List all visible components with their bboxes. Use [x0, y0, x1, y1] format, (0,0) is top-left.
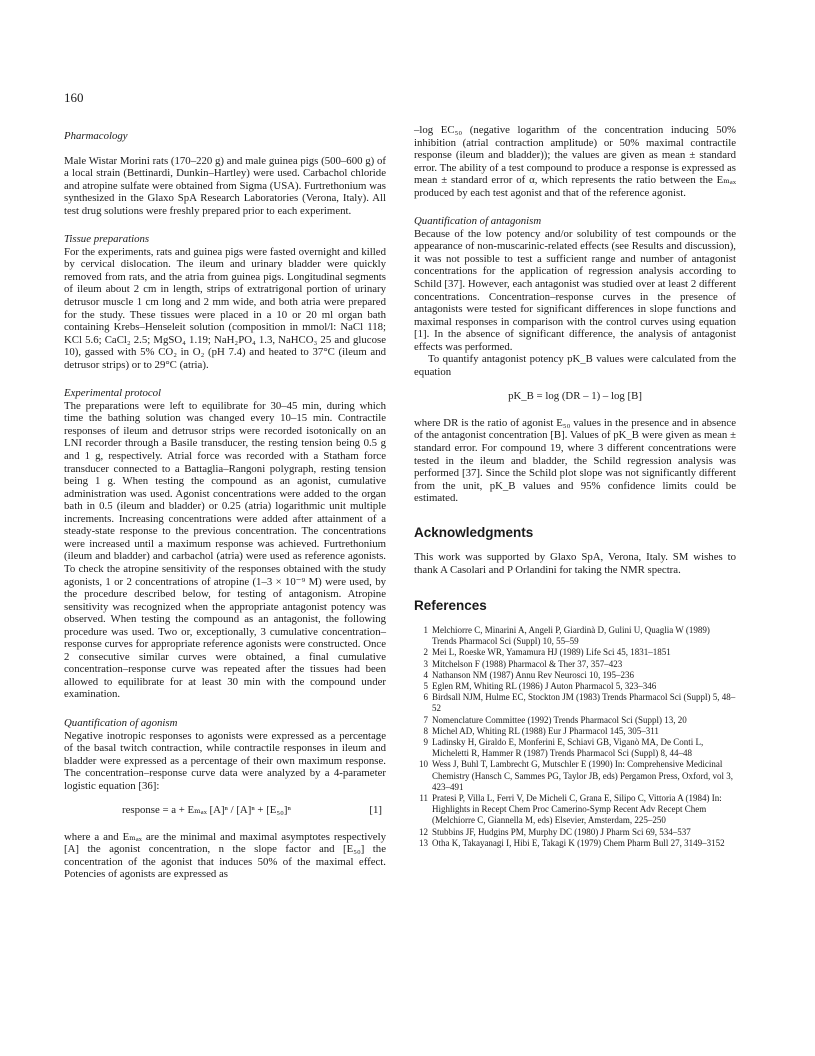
- reference-number: 6: [423, 692, 428, 703]
- reference-text: Stubbins JF, Hudgins PM, Murphy DC (1980) J Pharm Sci 69, 534–537: [432, 826, 691, 837]
- reference-text: Mei L, Roeske WR, Yamamura HJ (1989) Life Sci 45, 1831–1851: [432, 647, 671, 658]
- reference-text: Wess J, Buhl T, Lambrecht G, Mutschler E (1990) In: Comprehensive Medicinal Chemistry (Hansch C, Sammes PG, Taylor JB, eds) Pergamon Press, Oxford, vol 3, 423–491: [432, 759, 734, 792]
- reference-text: Nathanson NM (1987) Annu Rev Neurosci 10, 195–236: [432, 669, 634, 680]
- paragraph-antagonism-after: where DR is the ratio of agonist E₅₀ values in the presence and in absence of the antagonist concentration [B]. Values of pK_B were given as mean ± standard error. For compound 19, where 3 different concentrations were tested in the ileum and bladder, the Schild regression analysis was performed [37]. Since the Schild plot slope was not significantly different from the unit, pK_B values and 95% confidence limits could be estimated.: [414, 416, 736, 505]
- reference-item: [414, 681, 736, 692]
- reference-item: [414, 838, 736, 849]
- reference-item: [414, 659, 736, 670]
- equation-1-body: response = a + Eₘₐₓ [A]ⁿ / [A]ⁿ + [E₅₀]ⁿ: [122, 804, 291, 817]
- reference-item: [414, 670, 736, 681]
- heading-acknowledgments: Acknowledgments: [414, 524, 534, 540]
- heading-references: References: [414, 598, 487, 614]
- reference-item: [414, 793, 736, 827]
- paragraph-tissue: For the experiments, rats and guinea pigs were fasted overnight and killed by cervical dislocation. The ileum and urinary bladder were quickly removed from rats, and the atria from guinea pigs. Longitudinal segments of ileum about 2 cm in length, strips of extratrigonal portion of urinary detrusor muscle 1 cm long and 2 mm wide, and both atria were prepared for the study. These tissues were placed in a 10 or 20 ml organ bath containing Krebs–Henseleit solution (composition in mmol/l: NaCl 118; KCl 5.6; CaCl₂ 2.5; MgSO₄ 1.19; NaH₂PO₄ 1.3, NaHCO₃ 25 and glucose 10), gassed with 5% CO₂ in O₂ (pH 7.4) and heated to 37°C (ileum and detrusor strips) or to 29°C (atria).: [64, 245, 386, 371]
- equation-1: [64, 804, 386, 817]
- reference-item: [414, 647, 736, 658]
- reference-text: Michel AD, Whiting RL (1988) Eur J Pharmacol 145, 305–311: [432, 725, 659, 736]
- section-title-protocol: Experimental protocol: [64, 387, 162, 400]
- reference-text: Eglen RM, Whiting RL (1986) J Auton Pharmacol 5, 323–346: [432, 680, 657, 691]
- left-column: [64, 124, 386, 881]
- paragraph-protocol: The preparations were left to equilibrate for 30–45 min, during which time the bathing solution was changed every 10–15 min. Contractile responses of ileum and detrusor strips were recorded isotonically on an LNI recorder through a Basile transducer, the resting tension being 0.5 g and 1 g, respectively. Atrial force was recorded with a Statham force transducer connected to a Battaglia–Rangoni polygraph, resting tension being 1 g. When testing the compound as an agonist, cumulative administration was used. Agonist concentrations were added to the organ bath in 0.5 (ileum and bladder) or 0.25 (atria) logarithmic unit multiple increments. Increasing concentrations were added after attainment of a steady-state response to the previous concentration. The concentrations were increased until a maximum response was achieved. Furtrethonium (ileum and bladder) and carbachol (atria) were used as reference agonists. To check the atropine sensitivity of the responses obtained with the study agonists, 1 or 2 concentrations of atropine (1–3 × 10⁻⁹ M) were used, by the procedure described below, for testing of antagonism. Atropine sensitivity was recognized when the appropriate antagonist potency was observed. When testing the compound as an antagonist, the following procedure was used. Two or, exceptionally, 3 cumulative concentration–response curves for appropriate reference agonists were constructed. Once 2 consecutive similar curves were obtained, a final cumulative concentration–response curve was repeated after the tissues had been allowed to equilibrate for at least 30 min with the compound under examination.: [64, 399, 386, 701]
- reference-text: Nomenclature Committee (1992) Trends Pharmacol Sci (Suppl) 13, 20: [432, 714, 687, 725]
- reference-item: [414, 759, 736, 793]
- section-title-pharmacology: Pharmacology: [64, 130, 128, 142]
- section-title-antagonism: Quantification of antagonism: [414, 215, 542, 228]
- reference-text: Mitchelson F (1988) Pharmacol & Ther 37, 357–423: [432, 658, 623, 669]
- reference-item: [414, 715, 736, 726]
- reference-number: 9: [423, 736, 428, 747]
- reference-item: [414, 625, 736, 647]
- paragraph-antagonism: Because of the low potency and/or solubility of test compounds or the appearance of non-muscarinic-related effects (see Results and discussion), it was not possible to test a sufficient range and number of antagonist concentrations for the application of regression analysis according to Schild [37]. However, each antagonist was studied over at least 2 different concentrations. Concentration–response curves in the presence of antagonists were tested for significant differences in slope functions and maximal responses in comparison with the control curves using equation [1]. In the absence of significant difference, the analysis of antagonist effects was performed.: [414, 227, 736, 353]
- section-title-tissue: Tissue preparations: [64, 233, 150, 246]
- reference-text: Birdsall NJM, Hulme EC, Stockton JM (1983) Trends Pharmacol Sci (Suppl) 5, 48–52: [432, 692, 736, 714]
- reference-number: 5: [423, 680, 428, 691]
- reference-number: 1: [423, 624, 428, 635]
- paragraph-agonism-after: where a and Eₘₐₓ are the minimal and maximal asymptotes respectively [A] the agonist concentration, n the slope factor and [E₅₀] the concentration of the agonist that induces 50% of the maximal effect. Potencies of agonists are expressed as: [64, 830, 386, 881]
- reference-number: 10: [419, 759, 428, 770]
- reference-number: 4: [423, 669, 428, 680]
- page-number: 160: [64, 90, 84, 105]
- paragraph-continued: –log EC₅₀ (negative logarithm of the concentration inducing 50% inhibition (atrial contraction amplitude) or 50% maximal contractile response (ileum and bladder)); the values are given as mean ± standard error. The ability of a test compound to produce a response is expressed as mean ± standard error of α, which represents the ratio between the Eₘₐₓ produced by each test agonist and that of the reference agonist.: [414, 124, 736, 199]
- equation-2: [414, 390, 736, 403]
- paragraph-pharmacology: Male Wistar Morini rats (170–220 g) and male guinea pigs (500–600 g) of a local strain (Bettinardi, Dunkin–Hartley) were used. Carbachol chloride and atropine sulfate were obtained from Sigma (USA). Furtrethonium was synthesized in the Glaxo SpA Research Laboratories (Verona, Italy). All test drug solutions were freshly prepared prior to each experiment.: [64, 154, 386, 217]
- reference-text: Pratesi P, Villa L, Ferri V, De Micheli C, Grana E, Silipo C, Vittoria A (1984) In: Highlights in Recept Chem Proc Camerino-Symp Recent Adv Recept Chem (Melchiorre C, Giannella M, eds) Elsevier, Amsterdam, 225–250: [432, 793, 722, 826]
- equation-1-number: [1]: [369, 804, 382, 817]
- reference-list: [414, 625, 736, 849]
- reference-text: Ladinsky H, Giraldo E, Monferini E, Schiavi GB, Viganò MA, De Conti L, Micheletti R, Hammer R (1987) Trends Pharmacol Sci (Suppl) 8, 44–48: [432, 736, 704, 759]
- reference-text: Otha K, Takayanagi I, Hibi E, Takagi K (1979) Chem Pharm Bull 27, 3149–3152: [432, 837, 725, 848]
- reference-number: 7: [423, 714, 428, 725]
- paragraph-agonism: Negative inotropic responses to agonists were expressed as a percentage of the basal twitch contraction, while contractile responses in ileum and bladder were expressed as a percentage of their own maximum response. The concentration–response curve data were analyzed by a 4-parameter logistic equation [36]:: [64, 729, 386, 792]
- equation-2-body: pK_B = log (DR – 1) – log [B]: [508, 390, 642, 403]
- reference-number: 13: [419, 837, 428, 848]
- reference-number: 8: [423, 725, 428, 736]
- paragraph-antagonism-2: To quantify antagonist potency pK_B values were calculated from the equation: [414, 353, 736, 378]
- reference-item: [414, 726, 736, 737]
- reference-item: [414, 737, 736, 759]
- paragraph-acknowledgments: This work was supported by Glaxo SpA, Verona, Italy. SM wishes to thank A Casolari and P Orlandini for taking the NMR spectra.: [414, 551, 736, 576]
- right-column: [414, 124, 736, 849]
- section-title-agonism: Quantification of agonism: [64, 716, 178, 729]
- reference-number: 2: [423, 647, 428, 658]
- reference-number: 11: [419, 793, 428, 803]
- reference-item: [414, 692, 736, 714]
- reference-number: 3: [423, 658, 428, 669]
- reference-item: [414, 827, 736, 838]
- reference-text: Melchiorre C, Minarini A, Angeli P, Giardinà D, Gulini U, Quaglia W (1989) Trends Pharmacol Sci (Suppl) 10, 55–59: [432, 624, 710, 647]
- reference-number: 12: [419, 826, 428, 837]
